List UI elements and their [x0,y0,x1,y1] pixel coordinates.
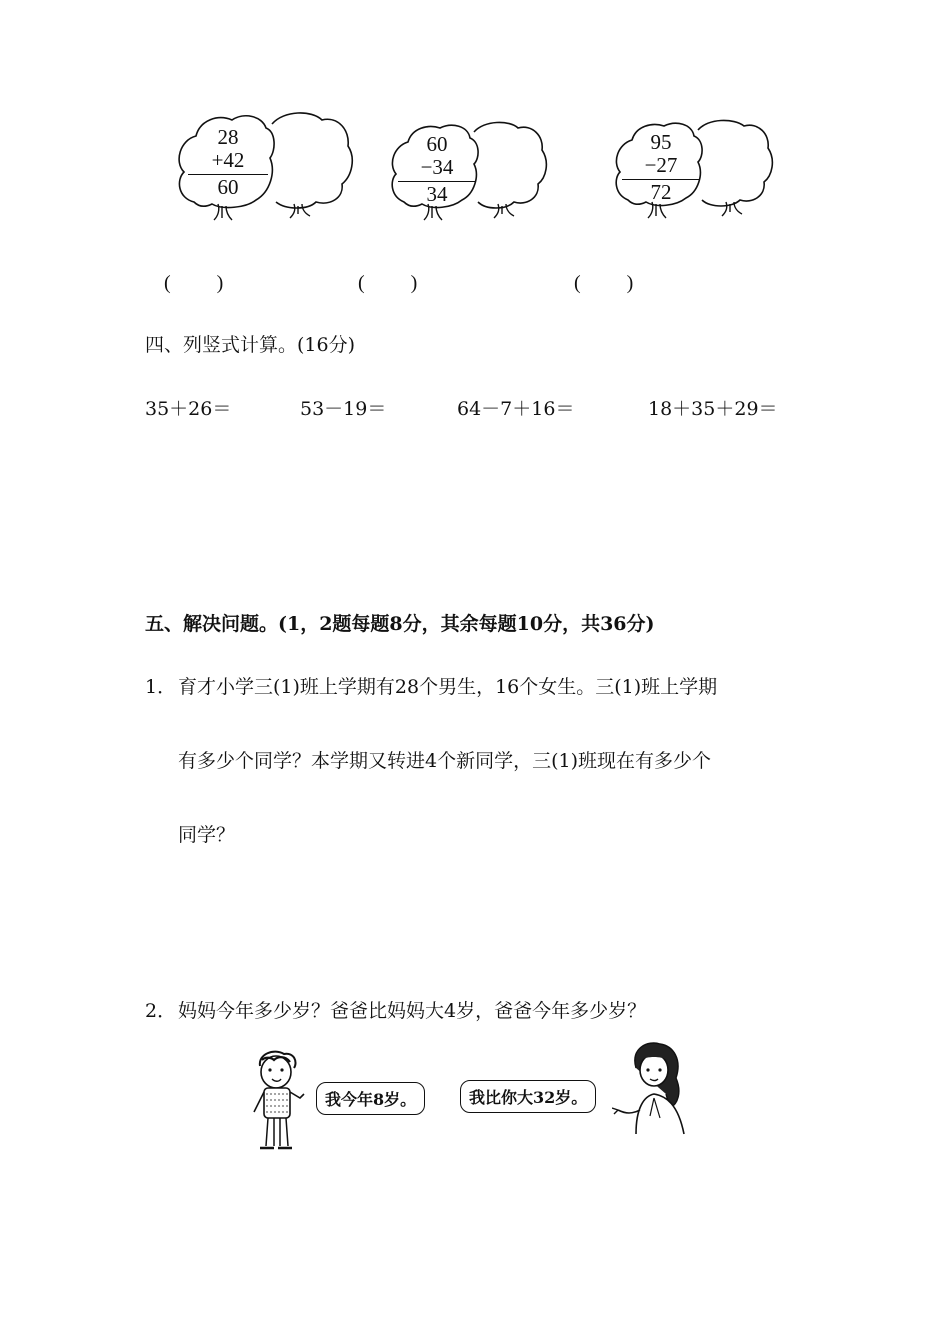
answer-blank-1[interactable]: ( ) [164,272,226,294]
answer-blank-3[interactable]: ( ) [574,272,636,294]
question-2-text: 妈妈今年多少岁？爸爸比妈妈大4岁，爸爸今年多少岁？ [178,1000,647,1022]
calc-top-number: 60 [426,132,448,156]
calc-result: 34 [426,182,448,206]
calc-result: 60 [217,175,239,199]
mom-speech-bubble: 我比你大32岁。 [460,1080,596,1113]
mom-figure-icon [612,1038,694,1138]
calc-operand: +42 [211,148,245,172]
calc-problem-3: 64－7＋16＝ [457,398,575,420]
answer-blank-2[interactable]: ( ) [358,272,420,294]
question-2-number: 2． [145,1000,177,1022]
boy-speech-bubble: 我今年8岁。 [316,1082,425,1115]
question-1-line-2: 有多少个同学？本学期又转进4个新同学，三(1)班现在有多少个 [178,750,712,772]
boy-illustration [244,1048,310,1160]
calc-operand: −27 [644,153,678,177]
mom-illustration [612,1038,694,1142]
calc-problem-2: 53－19＝ [300,398,387,420]
boy-figure-icon [244,1048,310,1156]
calc-problem-1: 35＋26＝ [145,398,232,420]
calc-operand: −34 [420,155,454,179]
section-4-heading: 四、列竖式计算。(16分) [145,334,356,356]
question-1-line-3: 同学？ [178,824,236,846]
calc-result: 72 [650,180,672,204]
calc-top-number: 95 [650,130,672,154]
vertical-calculation-1 [188,126,268,199]
question-1-line-1: 育才小学三(1)班上学期有28个男生，16个女生。三(1)班上学期 [178,676,718,698]
section-5-heading: 五、解决问题。(1，2题每题8分，其余每题10分，共36分) [145,613,655,635]
vertical-calculation-2 [398,133,476,206]
calc-top-number: 28 [217,125,239,149]
calc-problem-4: 18＋35＋29＝ [648,398,778,420]
question-1-number: 1． [145,676,177,698]
vertical-calculation-3 [622,131,700,204]
